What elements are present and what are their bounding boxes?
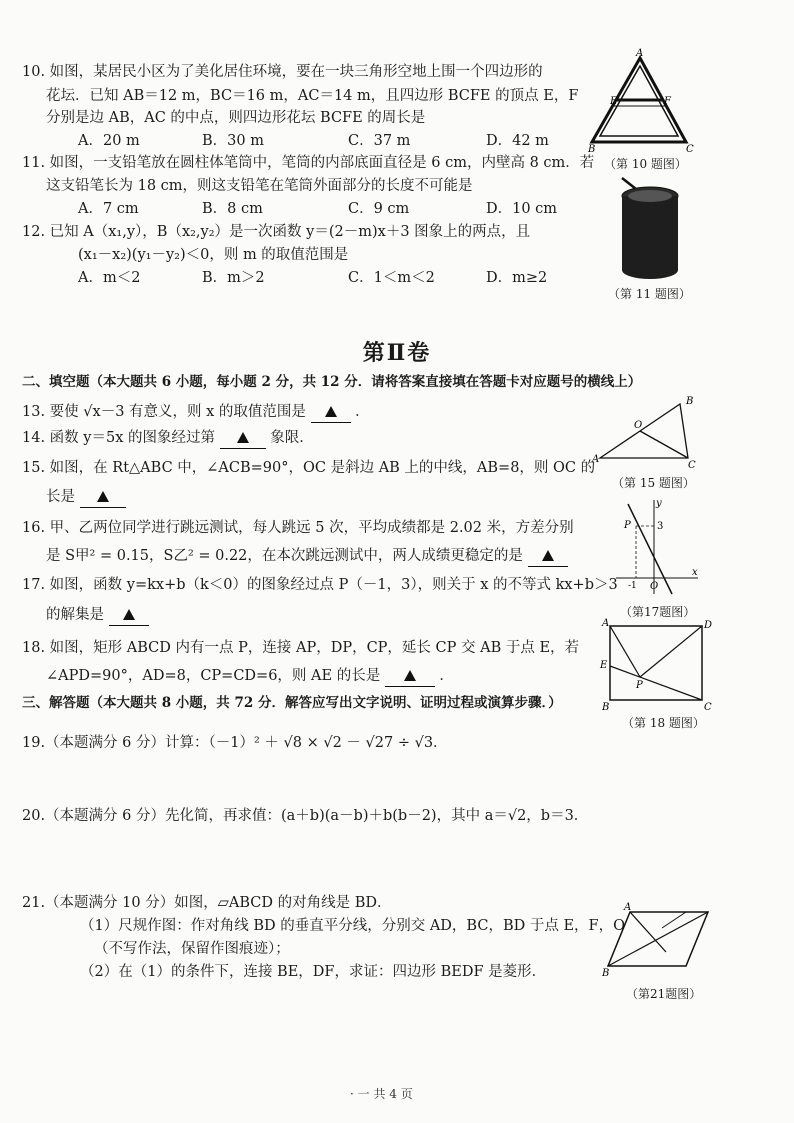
q10-label-e: E — [610, 96, 618, 107]
q16-line2-wrap — [46, 546, 568, 567]
q11-line2: 这支铅笔长为 18 cm，则这支铅笔在笔筒外面部分的长度不可能是 — [46, 178, 473, 194]
answer-triangle-icon — [97, 491, 109, 502]
q18-line2-wrap — [46, 666, 454, 687]
q18-line1: 18. 如图，矩形 ABCD 内有一点 P，连接 AP，DP，CP，延长 CP 交 AB 于点 E，若 — [22, 640, 580, 656]
q19-text: 19.（本题满分 6 分）计算：（－1）² ＋ √8 × √2 － √27 ÷ √3． — [22, 735, 448, 751]
q18-answer-blank — [385, 666, 435, 687]
q11-option-c: C．9 cm — [348, 201, 410, 217]
q21-label-a: A — [624, 902, 632, 913]
answer-triangle-icon — [237, 432, 249, 443]
answer-triangle-icon — [123, 609, 135, 620]
q10-caption: （第 10 题图） — [604, 157, 687, 171]
q13-text — [22, 402, 370, 423]
q10-line3: 分别是边 AB，AC 的中点，则四边形花坛 BCFE 的周长是 — [46, 110, 426, 126]
q15-label-a: A — [592, 454, 600, 465]
q12-option-c: C．1＜m＜2 — [348, 270, 435, 286]
q18-label-a: A — [602, 618, 610, 629]
page-footer: · 一 共 4 页 — [350, 1087, 413, 1101]
q15-caption: （第 15 题图） — [612, 476, 695, 490]
q21-line4: （2）在（1）的条件下，连接 BE，DF，求证：四边形 BEDF 是菱形． — [80, 964, 547, 980]
q10-label-f: F — [664, 96, 671, 107]
q11-figure — [610, 172, 690, 282]
q13-tail: ． — [355, 404, 370, 420]
q17-label-o: O — [650, 581, 659, 592]
q18-figure — [600, 618, 713, 713]
q18-label-p: P — [636, 680, 643, 691]
q21-line2: （1）尺规作图：作对角线 BD 的垂直平分线，分别交 AD，BC，BD 于点 E，F，O — [80, 918, 625, 934]
q18-tail: ． — [439, 668, 454, 684]
q10-label-a: A — [636, 48, 644, 59]
q12-line1: 12. 已知 A（x₁,y），B（x₂,y₂）是一次函数 y＝(2－m)x＋3 图象上的两点，且 — [22, 224, 531, 240]
q14-tail: 象限． — [270, 430, 314, 446]
q14-stem: 14. 函数 y＝5x 的图象经过第 — [22, 430, 215, 446]
q18-line2: ∠APD=90°，AD=8，CP=CD=6，则 AE 的长是 — [46, 668, 381, 684]
q10-label-b: B — [588, 144, 596, 155]
answer-section-header: 三、解答题（本大题共 8 小题，共 72 分．解答应写出文字说明、证明过程或演算步骤．） — [22, 695, 562, 711]
q17-label-x: x — [692, 567, 698, 578]
q17-line1: 17. 如图，函数 y=kx+b（k＜0）的图象经过点 P（－1，3），则关于 x 的不等式 kx+b＞3 — [22, 577, 618, 593]
q10-option-d: D．42 m — [486, 133, 549, 149]
q13-answer-blank — [311, 402, 351, 423]
q17-label-neg1: -1 — [628, 581, 637, 591]
q18-caption: （第 18 题图） — [622, 716, 705, 730]
q14-answer-blank — [220, 428, 266, 449]
q14-text — [22, 428, 314, 449]
q10-figure — [586, 48, 696, 158]
q16-answer-blank — [528, 546, 568, 567]
q15-line2-wrap — [46, 487, 126, 508]
q15-label-c: C — [688, 460, 696, 471]
q15-label-b: B — [686, 396, 694, 407]
q10-line2: 花坛．已知 AB＝12 m，BC＝16 m，AC＝14 m，且四边形 BCFE 的顶点 E，F — [46, 88, 579, 104]
q16-line1: 16. 甲、乙两位同学进行跳远测试，每人跳远 5 次，平均成绩都是 2.02 米，方差分别 — [22, 520, 574, 536]
q11-caption: （第 11 题图） — [608, 287, 691, 301]
q15-label-o: O — [634, 420, 643, 431]
q15-line2: 长是 — [46, 489, 75, 505]
q18-label-e: E — [600, 660, 608, 671]
q17-answer-blank — [109, 605, 149, 626]
fill-in-header: 二、填空题（本大题共 6 小题，每小题 2 分，共 12 分．请将答案直接填在答题卡对应题号的横线上） — [22, 374, 642, 390]
q15-answer-blank — [80, 487, 126, 508]
q10-option-b: B．30 m — [202, 133, 264, 149]
q13-stem: 13. 要使 √x－3 有意义，则 x 的取值范围是 — [22, 404, 306, 420]
answer-triangle-icon — [542, 550, 554, 561]
answer-triangle-icon — [404, 670, 416, 681]
q10-option-a: A．20 m — [78, 133, 140, 149]
q17-caption: （第17题图） — [620, 605, 696, 619]
q15-figure — [592, 396, 702, 471]
q11-line1: 11. 如图，一支铅笔放在圆柱体笔筒中，笔筒的内部底面直径是 6 cm，内壁高 8 cm．若 — [22, 155, 595, 171]
q21-caption: （第21题图） — [626, 987, 702, 1001]
q16-line2: 是 S甲² = 0.15，S乙² = 0.22，在本次跳远测试中，两人成绩更稳定的是 — [46, 548, 523, 564]
q15-line1: 15. 如图，在 Rt△ABC 中，∠ACB=90°，OC 是斜边 AB 上的中线，AB=8，则 OC 的 — [22, 460, 596, 476]
q18-label-c: C — [704, 702, 712, 713]
section2-title: 第Ⅱ卷 — [362, 340, 432, 366]
q17-label-p: P — [624, 520, 631, 531]
q18-label-b: B — [602, 702, 610, 713]
q11-option-a: A．7 cm — [78, 201, 139, 217]
q11-option-b: B．8 cm — [202, 201, 263, 217]
q10-line1: 10. 如图，某居民小区为了美化居住环境，要在一块三角形空地上围一个四边形的 — [22, 64, 543, 80]
q20-text: 20.（本题满分 6 分）先化简，再求值：(a＋b)(a－b)＋b(b－2)，其中 a＝√2，b＝3． — [22, 808, 589, 824]
q17-figure — [612, 498, 702, 598]
q10-label-c: C — [686, 144, 694, 155]
q10-option-c: C．37 m — [348, 133, 411, 149]
q11-option-d: D．10 cm — [486, 201, 558, 217]
q12-option-b: B．m＞2 — [202, 270, 265, 286]
q12-option-a: A．m＜2 — [78, 270, 141, 286]
q17-label-3: 3 — [657, 521, 664, 532]
q17-line2-wrap — [46, 605, 149, 626]
q12-option-d: D．m≥2 — [486, 270, 548, 286]
q18-label-d: D — [704, 620, 713, 631]
q17-label-y: y — [656, 498, 662, 509]
answer-triangle-icon — [325, 406, 337, 417]
q21-line3: （不写作法，保留作图痕迹）； — [94, 941, 290, 957]
q21-label-b: B — [602, 968, 610, 979]
q21-line1: 21.（本题满分 10 分）如图，▱ABCD 的对角线是 BD． — [22, 895, 392, 911]
q12-line2: (x₁－x₂)(y₁－y₂)＜0，则 m 的取值范围是 — [78, 247, 349, 263]
q21-figure — [600, 900, 710, 980]
q17-line2: 的解集是 — [46, 607, 104, 623]
